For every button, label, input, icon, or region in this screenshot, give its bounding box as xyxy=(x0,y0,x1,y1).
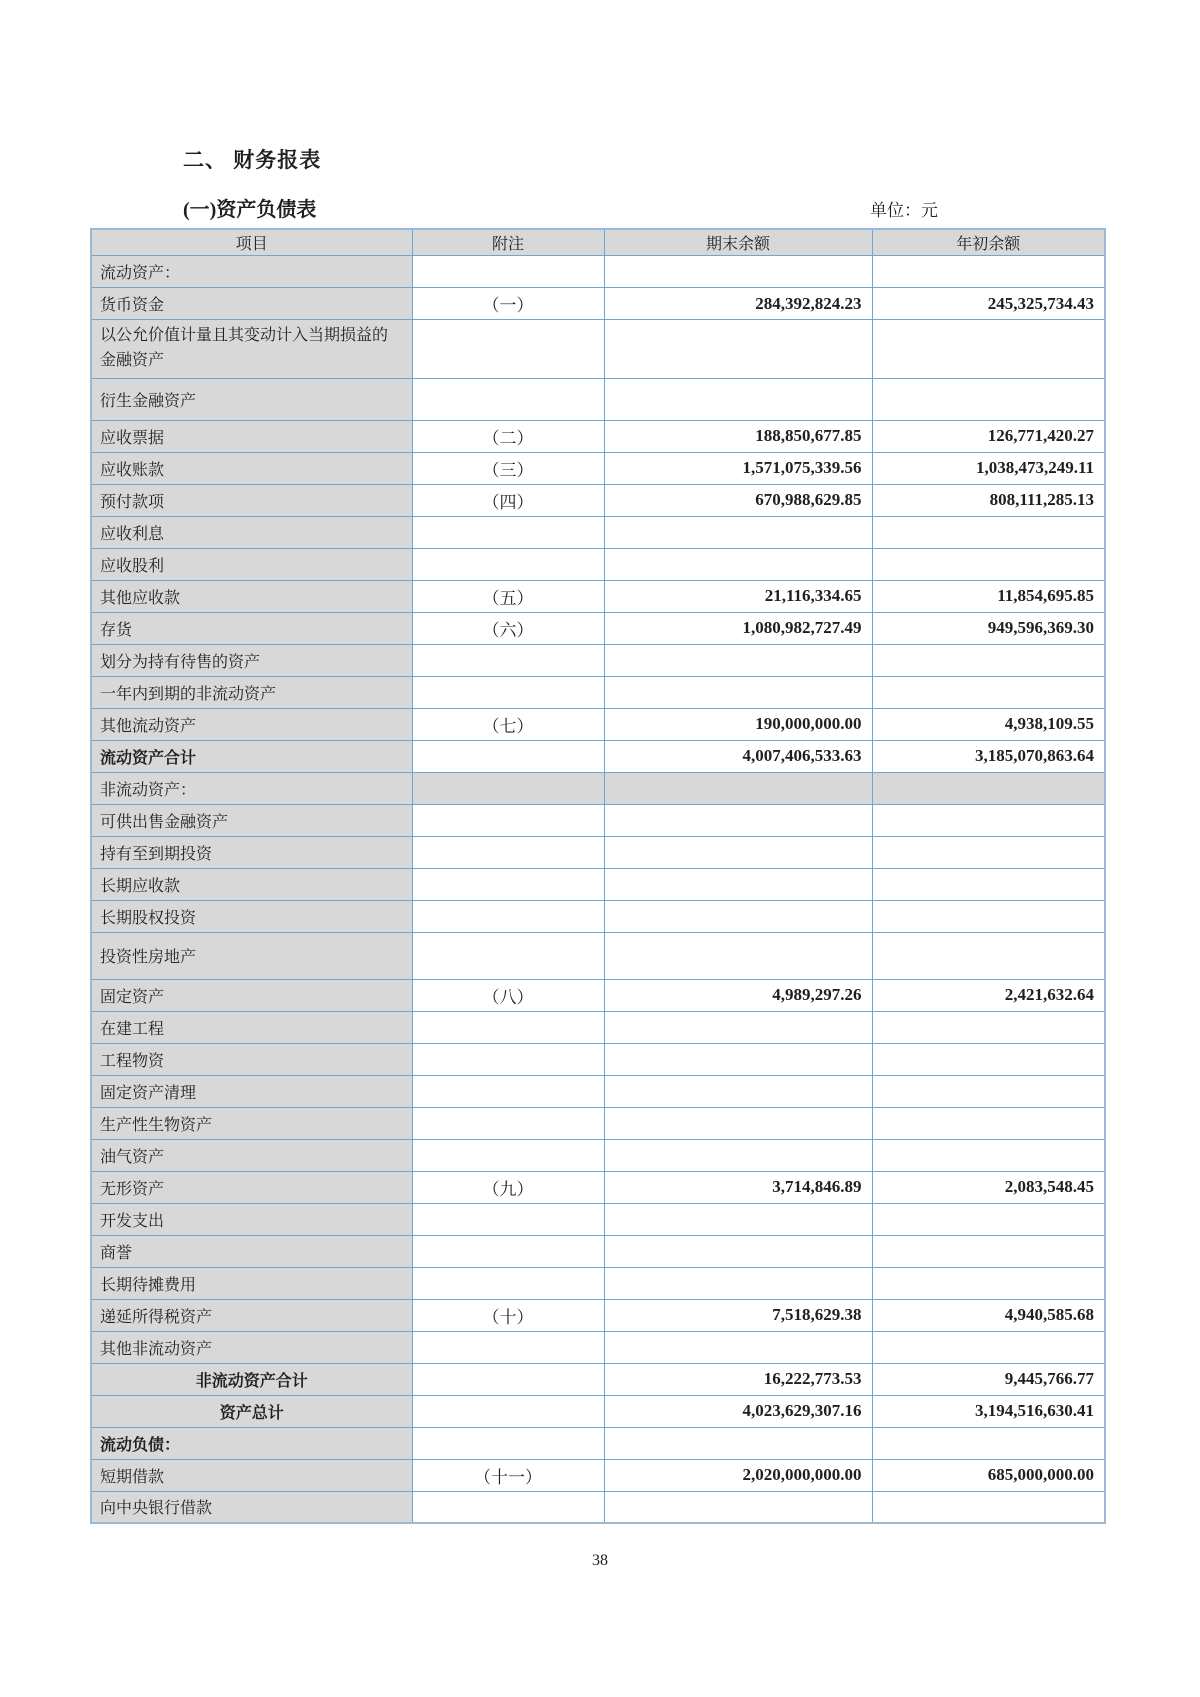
ending-balance-cell xyxy=(604,548,872,580)
beginning-balance-cell xyxy=(872,932,1105,979)
table-row xyxy=(91,836,1105,868)
ending-balance-cell xyxy=(604,868,872,900)
ending-balance-cell xyxy=(604,1043,872,1075)
subsection-header xyxy=(90,193,1104,223)
item-cell: 货币资金 xyxy=(91,288,412,320)
ending-balance-cell xyxy=(604,1011,872,1043)
note-cell xyxy=(412,1331,604,1363)
column-header-item: 项目 xyxy=(91,229,412,256)
table-row xyxy=(91,320,1105,379)
table-row xyxy=(91,378,1105,420)
item-cell: 流动负债： xyxy=(91,1427,412,1459)
note-cell: （四） xyxy=(412,484,604,516)
table-row xyxy=(91,804,1105,836)
beginning-balance-cell xyxy=(872,1011,1105,1043)
beginning-balance-cell xyxy=(872,1491,1105,1523)
table-row xyxy=(91,868,1105,900)
page-number: 38 xyxy=(592,1552,608,1569)
beginning-balance-cell xyxy=(872,804,1105,836)
beginning-balance-cell xyxy=(872,516,1105,548)
item-cell: 工程物资 xyxy=(91,1043,412,1075)
table-row xyxy=(91,1043,1105,1075)
ending-balance-cell: 190,000,000.00 xyxy=(604,708,872,740)
beginning-balance-cell xyxy=(872,1235,1105,1267)
item-cell: 无形资产 xyxy=(91,1171,412,1203)
table-row xyxy=(91,484,1105,516)
table-row xyxy=(91,1171,1105,1203)
table-row xyxy=(91,1491,1105,1523)
item-cell: 存货 xyxy=(91,612,412,644)
balance-sheet-table-wrap xyxy=(90,228,1104,1524)
ending-balance-cell xyxy=(604,1075,872,1107)
ending-balance-cell: 7,518,629.38 xyxy=(604,1299,872,1331)
beginning-balance-cell xyxy=(872,1139,1105,1171)
beginning-balance-cell: 3,185,070,863.64 xyxy=(872,740,1105,772)
ending-balance-cell xyxy=(604,378,872,420)
item-cell: 其他非流动资产 xyxy=(91,1331,412,1363)
item-cell: 持有至到期投资 xyxy=(91,836,412,868)
note-cell xyxy=(412,676,604,708)
table-header-row xyxy=(91,229,1105,256)
table-row xyxy=(91,548,1105,580)
beginning-balance-cell xyxy=(872,900,1105,932)
note-cell xyxy=(412,836,604,868)
note-cell xyxy=(412,868,604,900)
table-row xyxy=(91,1363,1105,1395)
item-cell: 短期借款 xyxy=(91,1459,412,1491)
item-cell: 固定资产 xyxy=(91,979,412,1011)
item-cell: 其他流动资产 xyxy=(91,708,412,740)
ending-balance-cell: 670,988,629.85 xyxy=(604,484,872,516)
table-row xyxy=(91,1299,1105,1331)
item-cell: 开发支出 xyxy=(91,1203,412,1235)
table-row xyxy=(91,1011,1105,1043)
item-cell: 递延所得税资产 xyxy=(91,1299,412,1331)
ending-balance-cell xyxy=(604,932,872,979)
note-cell: （六） xyxy=(412,612,604,644)
item-cell: 流动资产： xyxy=(91,256,412,288)
note-cell xyxy=(412,378,604,420)
item-cell: 预付款项 xyxy=(91,484,412,516)
item-cell: 应收利息 xyxy=(91,516,412,548)
beginning-balance-cell xyxy=(872,256,1105,288)
beginning-balance-cell: 11,854,695.85 xyxy=(872,580,1105,612)
beginning-balance-cell xyxy=(872,644,1105,676)
item-cell: 衍生金融资产 xyxy=(91,378,412,420)
ending-balance-cell: 4,989,297.26 xyxy=(604,979,872,1011)
ending-balance-cell xyxy=(604,772,872,804)
table-row xyxy=(91,256,1105,288)
table-row xyxy=(91,1075,1105,1107)
ending-balance-cell xyxy=(604,644,872,676)
note-cell: （十） xyxy=(412,1299,604,1331)
table-row xyxy=(91,612,1105,644)
note-cell: （七） xyxy=(412,708,604,740)
ending-balance-cell xyxy=(604,804,872,836)
note-cell xyxy=(412,1363,604,1395)
ending-balance-cell: 2,020,000,000.00 xyxy=(604,1459,872,1491)
note-cell xyxy=(412,516,604,548)
item-cell: 在建工程 xyxy=(91,1011,412,1043)
item-cell: 一年内到期的非流动资产 xyxy=(91,676,412,708)
beginning-balance-cell: 808,111,285.13 xyxy=(872,484,1105,516)
ending-balance-cell: 4,023,629,307.16 xyxy=(604,1395,872,1427)
table-row xyxy=(91,708,1105,740)
note-cell: （五） xyxy=(412,580,604,612)
table-row xyxy=(91,644,1105,676)
ending-balance-cell: 1,080,982,727.49 xyxy=(604,612,872,644)
section-title: 二、 财务报表 xyxy=(183,148,322,172)
ending-balance-cell: 3,714,846.89 xyxy=(604,1171,872,1203)
table-row xyxy=(91,740,1105,772)
beginning-balance-cell xyxy=(872,772,1105,804)
note-cell xyxy=(412,1075,604,1107)
item-cell: 非流动资产： xyxy=(91,772,412,804)
beginning-balance-cell xyxy=(872,1331,1105,1363)
beginning-balance-cell xyxy=(872,320,1105,379)
item-cell: 固定资产清理 xyxy=(91,1075,412,1107)
item-cell: 应收股利 xyxy=(91,548,412,580)
note-cell xyxy=(412,1139,604,1171)
item-cell: 应收票据 xyxy=(91,420,412,452)
note-cell xyxy=(412,1491,604,1523)
ending-balance-cell xyxy=(604,1139,872,1171)
ending-balance-cell xyxy=(604,1235,872,1267)
beginning-balance-cell: 9,445,766.77 xyxy=(872,1363,1105,1395)
item-cell: 非流动资产合计 xyxy=(91,1363,412,1395)
beginning-balance-cell: 685,000,000.00 xyxy=(872,1459,1105,1491)
unit-label: 单位：元 xyxy=(870,201,938,220)
beginning-balance-cell: 4,938,109.55 xyxy=(872,708,1105,740)
beginning-balance-cell xyxy=(872,868,1105,900)
table-row xyxy=(91,1267,1105,1299)
table-row xyxy=(91,932,1105,979)
ending-balance-cell xyxy=(604,516,872,548)
table-row xyxy=(91,900,1105,932)
note-cell xyxy=(412,804,604,836)
item-cell: 油气资产 xyxy=(91,1139,412,1171)
note-cell: （二） xyxy=(412,420,604,452)
ending-balance-cell xyxy=(604,676,872,708)
beginning-balance-cell: 245,325,734.43 xyxy=(872,288,1105,320)
ending-balance-cell: 284,392,824.23 xyxy=(604,288,872,320)
table-row xyxy=(91,1331,1105,1363)
ending-balance-cell: 1,571,075,339.56 xyxy=(604,452,872,484)
beginning-balance-cell xyxy=(872,378,1105,420)
item-cell: 生产性生物资产 xyxy=(91,1107,412,1139)
table-row xyxy=(91,1395,1105,1427)
beginning-balance-cell xyxy=(872,1043,1105,1075)
item-cell: 长期待摊费用 xyxy=(91,1267,412,1299)
item-cell: 可供出售金融资产 xyxy=(91,804,412,836)
item-cell: 商誉 xyxy=(91,1235,412,1267)
ending-balance-cell: 188,850,677.85 xyxy=(604,420,872,452)
note-cell xyxy=(412,1107,604,1139)
note-cell xyxy=(412,1203,604,1235)
column-header-ending-balance: 期末余额 xyxy=(604,229,872,256)
ending-balance-cell xyxy=(604,256,872,288)
column-header-beginning-balance: 年初余额 xyxy=(872,229,1105,256)
table-row xyxy=(91,452,1105,484)
ending-balance-cell xyxy=(604,1107,872,1139)
table-row xyxy=(91,288,1105,320)
table-row xyxy=(91,516,1105,548)
ending-balance-cell xyxy=(604,1267,872,1299)
beginning-balance-cell xyxy=(872,1427,1105,1459)
table-row xyxy=(91,420,1105,452)
note-cell xyxy=(412,772,604,804)
ending-balance-cell xyxy=(604,1427,872,1459)
item-cell: 应收账款 xyxy=(91,452,412,484)
beginning-balance-cell: 2,421,632.64 xyxy=(872,979,1105,1011)
beginning-balance-cell xyxy=(872,1203,1105,1235)
item-cell: 其他应收款 xyxy=(91,580,412,612)
note-cell xyxy=(412,1267,604,1299)
ending-balance-cell xyxy=(604,1491,872,1523)
item-cell: 流动资产合计 xyxy=(91,740,412,772)
beginning-balance-cell xyxy=(872,548,1105,580)
note-cell xyxy=(412,256,604,288)
table-row xyxy=(91,1235,1105,1267)
beginning-balance-cell xyxy=(872,1267,1105,1299)
note-cell: （一） xyxy=(412,288,604,320)
ending-balance-cell: 16,222,773.53 xyxy=(604,1363,872,1395)
table-row xyxy=(91,1107,1105,1139)
note-cell xyxy=(412,1395,604,1427)
ending-balance-cell: 4,007,406,533.63 xyxy=(604,740,872,772)
table-row xyxy=(91,580,1105,612)
table-row xyxy=(91,1459,1105,1491)
ending-balance-cell xyxy=(604,1203,872,1235)
beginning-balance-cell xyxy=(872,676,1105,708)
note-cell xyxy=(412,1235,604,1267)
item-cell: 长期股权投资 xyxy=(91,900,412,932)
note-cell xyxy=(412,1427,604,1459)
note-cell xyxy=(412,900,604,932)
note-cell xyxy=(412,1043,604,1075)
note-cell: （三） xyxy=(412,452,604,484)
beginning-balance-cell xyxy=(872,836,1105,868)
column-header-note: 附注 xyxy=(412,229,604,256)
note-cell: （十一） xyxy=(412,1459,604,1491)
note-cell xyxy=(412,1011,604,1043)
note-cell: （九） xyxy=(412,1171,604,1203)
table-row xyxy=(91,1139,1105,1171)
item-cell: 投资性房地产 xyxy=(91,932,412,979)
item-cell: 长期应收款 xyxy=(91,868,412,900)
note-cell xyxy=(412,932,604,979)
item-cell: 划分为持有待售的资产 xyxy=(91,644,412,676)
table-row xyxy=(91,676,1105,708)
table-row xyxy=(91,1203,1105,1235)
beginning-balance-cell: 126,771,420.27 xyxy=(872,420,1105,452)
ending-balance-cell xyxy=(604,1331,872,1363)
table-body xyxy=(91,256,1105,1524)
ending-balance-cell xyxy=(604,320,872,379)
table-row xyxy=(91,772,1105,804)
balance-sheet-table xyxy=(90,228,1106,1524)
note-cell xyxy=(412,548,604,580)
beginning-balance-cell xyxy=(872,1075,1105,1107)
beginning-balance-cell: 2,083,548.45 xyxy=(872,1171,1105,1203)
beginning-balance-cell: 4,940,585.68 xyxy=(872,1299,1105,1331)
beginning-balance-cell xyxy=(872,1107,1105,1139)
ending-balance-cell xyxy=(604,900,872,932)
item-cell: 以公允价值计量且其变动计入当期损益的金融资产 xyxy=(91,320,412,379)
note-cell xyxy=(412,320,604,379)
note-cell: （八） xyxy=(412,979,604,1011)
beginning-balance-cell: 3,194,516,630.41 xyxy=(872,1395,1105,1427)
subsection-title: (一)资产负债表 xyxy=(183,199,317,221)
table-row xyxy=(91,979,1105,1011)
item-cell: 资产总计 xyxy=(91,1395,412,1427)
beginning-balance-cell: 949,596,369.30 xyxy=(872,612,1105,644)
ending-balance-cell: 21,116,334.65 xyxy=(604,580,872,612)
note-cell xyxy=(412,644,604,676)
beginning-balance-cell: 1,038,473,249.11 xyxy=(872,452,1105,484)
item-cell: 向中央银行借款 xyxy=(91,1491,412,1523)
ending-balance-cell xyxy=(604,836,872,868)
note-cell xyxy=(412,740,604,772)
table-row xyxy=(91,1427,1105,1459)
